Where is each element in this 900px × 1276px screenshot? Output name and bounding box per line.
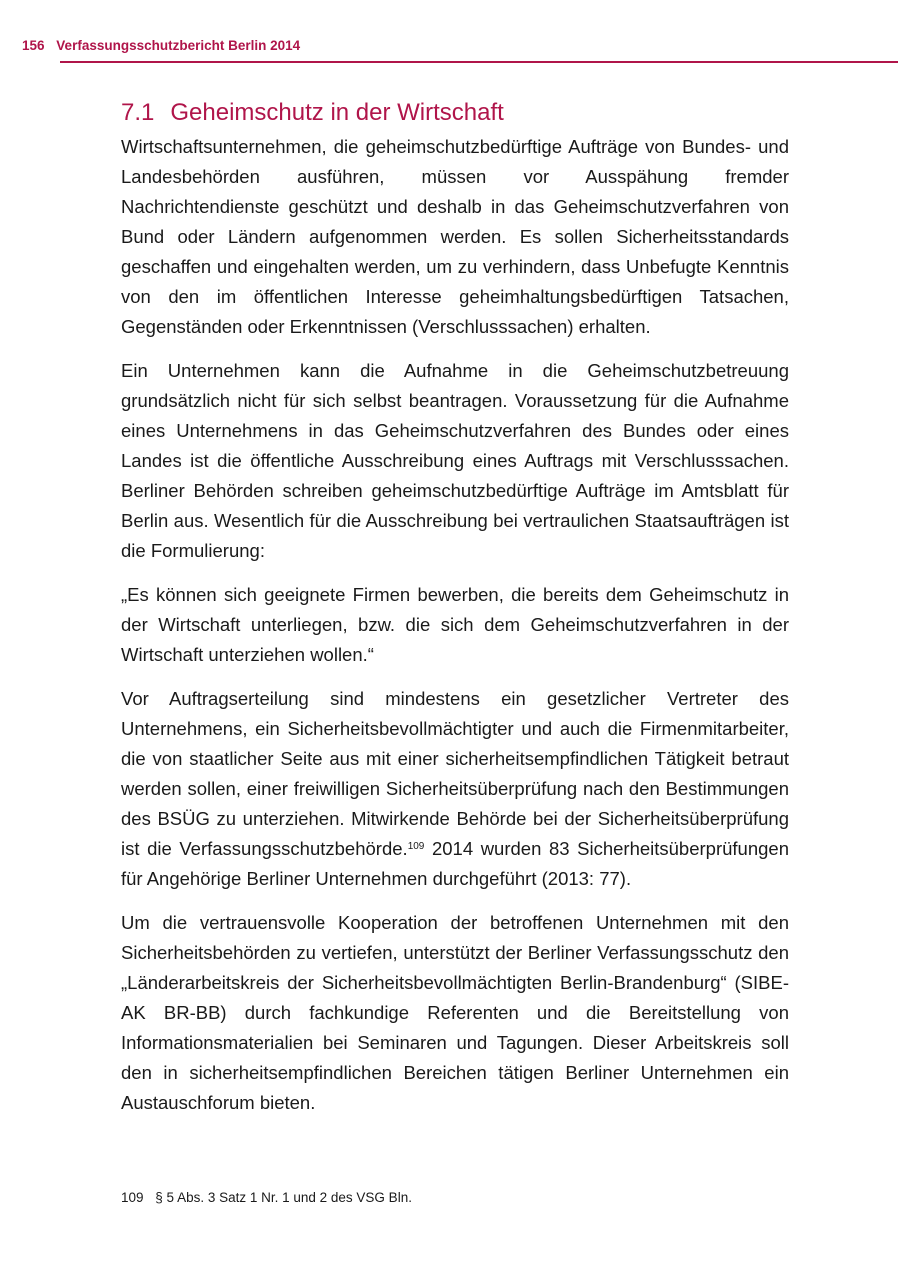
section-title: Geheimschutz in der Wirtschaft <box>170 99 504 126</box>
section-heading <box>121 99 504 127</box>
body-text <box>121 132 789 1132</box>
paragraph-4-text-b: 2014 wurden 83 Sicherheitsüberprüfungen für Angehörige Berliner Unternehmen durchgeführt (2013: 77). <box>121 838 789 889</box>
header-rule <box>60 61 898 63</box>
running-header <box>22 38 898 53</box>
running-title: Verfassungsschutzbericht Berlin 2014 <box>56 38 301 53</box>
section-number: 7.1 <box>121 99 155 126</box>
paragraph-2: Ein Unternehmen kann die Aufnahme in die Geheimschutzbetreuung grundsätzlich nicht für sich selbst beantragen. Voraussetzung für die Aufnahme eines Unternehmens in das Geheimschutzverfahren des Bundes oder eines Landes ist die öffentliche Ausschreibung eines Auftrags mit Verschlusssachen. Berliner Behörden schreiben geheimschutzbedürftige Aufträge im Amtsblatt für Berlin aus. Wesentlich für die Ausschreibung bei vertraulichen Staatsaufträgen ist die Formulierung: <box>121 360 789 561</box>
paragraph-1: Wirtschaftsunternehmen, die geheimschutzbedürftige Aufträge von Bundes- und Landesbehörden ausführen, müssen vor Ausspähung fremder Nachrichtendienste geschützt und deshalb in das Geheimschutzverfahren von Bund oder Ländern aufgenommen werden. Es sollen Sicherheitsstandards geschaffen und eingehalten werden, um zu verhindern, dass Unbefugte Kenntnis von den im öffentlichen Interesse geheimhaltungsbedürftigen Tatsachen, Gegenständen oder Erkenntnissen (Verschlusssachen) erhalten. <box>121 136 789 337</box>
footnote-reference[interactable]: 109 <box>407 841 425 852</box>
paragraph-5: Um die vertrauensvolle Kooperation der betroffenen Unternehmen mit den Sicherheitsbehörden zu vertiefen, unterstützt der Berliner Verfassungsschutz den „Länderarbeitskreis der Sicherheitsbevollmächtigten Berlin-Brandenburg“ (SIBE-AK BR-BB) durch fachkundige Referenten und die Bereitstellung von Informationsmaterialien bei Seminaren und Tagungen. Dieser Arbeitskreis soll den in sicherheitsempfindlichen Bereichen tätigen Berliner Unternehmen ein Austauschforum bieten. <box>121 912 789 1113</box>
footnote <box>121 1190 789 1205</box>
footnote-text: § 5 Abs. 3 Satz 1 Nr. 1 und 2 des VSG Bln. <box>155 1190 412 1205</box>
paragraph-4-text-a: Vor Auftragserteilung sind mindestens ein gesetzlicher Vertreter des Unternehmens, ein Sicherheitsbevollmächtigter und auch die Firmenmitarbeiter, die von staatlicher Seite aus mit einer sicherheitsempfindlichen Tätigkeit betraut werden sollen, einer freiwilligen Sicherheitsüberprüfung nach den Bestimmungen des BSÜG zu unterziehen. Mitwirkende Behörde bei der Sicherheitsüberprüfung ist die Verfassungsschutzbehörde. <box>121 688 789 859</box>
paragraph-3-quote: „Es können sich geeignete Firmen bewerben, die bereits dem Geheimschutz in der Wirtschaft unterliegen, bzw. die sich dem Geheimschutzverfahren in der Wirtschaft unterziehen wollen.“ <box>121 584 789 665</box>
page-number: 156 <box>22 38 45 53</box>
paragraph-4 <box>121 684 789 894</box>
footnote-number: 109 <box>121 1190 144 1205</box>
